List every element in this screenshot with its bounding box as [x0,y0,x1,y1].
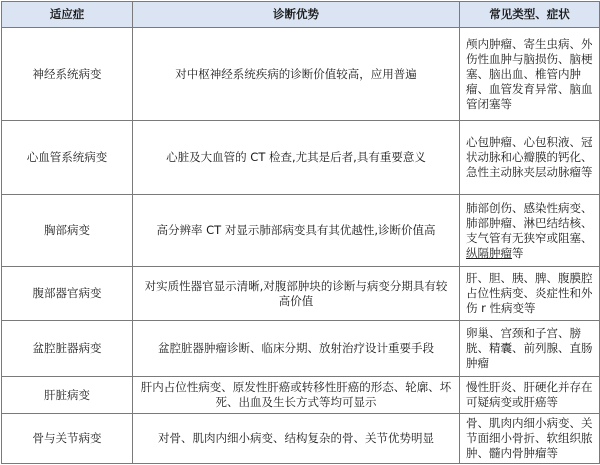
types-cell: 颅内肿瘤、寄生虫病、外伤性血肿与脑损伤、脑梗塞、脑出血、椎管内肿瘤、血管发育异常、脑血管闭塞等 [460,28,600,121]
types-cell: 卵巢、宫颈和子宫、膀胱、精囊、前列腺、直肠肿瘤 [460,321,600,377]
advantage-cell: 对实质性器官显示清晰,对腹部肿块的诊断与病变分期具有较高价值 [133,267,460,321]
indication-cell: 心血管系统病变 [2,121,133,195]
ct-indications-table [1,1,600,464]
table-row [2,321,600,377]
advantage-cell: 肝内占位性病变、原发性肝癌或转移性肝癌的形态、轮廓、坏死、出血及生长方式等均可显示 [133,377,460,414]
table-row [2,377,600,414]
table-row [2,267,600,321]
advantage-cell: 对骨、肌肉内细小病变、结构复杂的骨、关节优势明显 [133,414,460,464]
header-indication: 适应症 [2,2,133,28]
types-cell: 肝、胆、胰、脾、腹膜腔占位性病变、炎症性和外伤 r 性病变等 [460,267,600,321]
types-cell: 骨、肌肉内细小病变、关节面细小骨折、软组织脓肿、髓内骨肿瘤等 [460,414,600,464]
indication-cell: 神经系统病变 [2,28,133,121]
table-row [2,28,600,121]
underlined-term: 纵隔肿瘤 [466,245,512,260]
header-advantage: 诊断优势 [133,2,460,28]
indication-cell: 骨与关节病变 [2,414,133,464]
indication-cell: 盆腔脏器病变 [2,321,133,377]
types-cell: 心包肿瘤、心包积液、冠状动脉和心瓣膜的钙化、急性主动脉夹层动脉瘤等 [460,121,600,195]
types-cell [460,195,600,267]
advantage-cell: 高分辨率 CT 对显示肺部病变具有其优越性,诊断价值高 [133,195,460,267]
table-row [2,121,600,195]
advantage-cell: 心脏及大血管的 CT 检查,尤其是后者,具有重要意义 [133,121,460,195]
table-row [2,195,600,267]
header-types: 常见类型、症状 [460,2,600,28]
indication-cell: 肝脏病变 [2,377,133,414]
header-row [2,2,600,28]
indication-cell: 腹部器官病变 [2,267,133,321]
types-text: 肺部创伤、感染性病变、肺部肿瘤、淋巴结结核、支气管有无狭窄或阻塞、 [466,200,593,245]
types-text-end: 等 [512,245,524,260]
advantage-cell: 对中枢神经系统疾病的诊断价值较高，应用普遍 [133,28,460,121]
advantage-cell: 盆腔脏器肿瘤诊断、临床分期、放射治疗设计重要手段 [133,321,460,377]
indication-cell: 胸部病变 [2,195,133,267]
table-row [2,414,600,464]
types-cell: 慢性肝炎、肝硬化并存在可疑病变或肝癌等 [460,377,600,414]
